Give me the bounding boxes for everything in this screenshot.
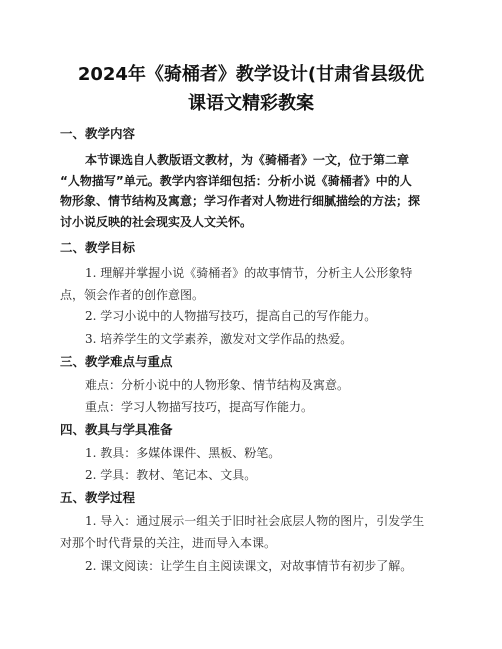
document-title-line-1: 2024年《骑桶者》教学设计(甘肃省县级优 xyxy=(77,64,425,85)
list-item: 重点：学习人物描写技巧，提高写作能力。 xyxy=(85,400,314,414)
section-heading-difficulties-focus: 三、教学难点与重点 xyxy=(60,354,173,369)
section-heading-teaching-aids: 四、教具与学具准备 xyxy=(60,422,173,437)
list-item-continuation: 点，领会作者的创作意图。 xyxy=(60,288,205,302)
list-item: 2. 课文阅读：让学生自主阅读课文，对故事情节有初步了解。 xyxy=(85,559,413,573)
paragraph-line: 物形象、情节结构及寓意；学习作者对人物进行细腻描绘的方法；探 xyxy=(60,194,421,208)
list-item: 1. 导入：通过展示一组关于旧时社会底层人物的图片，引发学生 xyxy=(85,514,425,528)
paragraph-line: “人物描写”单元。教学内容详细包括：分析小说《骑桶者》中的人 xyxy=(60,174,412,188)
list-item: 2. 学习小说中的人物描写技巧，提高自己的写作能力。 xyxy=(85,309,377,323)
document-title-line-2: 课语文精彩教案 xyxy=(188,93,314,114)
section-heading-teaching-content: 一、教学内容 xyxy=(60,126,136,141)
paragraph-line: 本节课选自人教版语文教材，为《骑桶者》一文，位于第二章 xyxy=(85,153,410,167)
paragraph-line: 讨小说反映的社会现实及人文关怀。 xyxy=(60,215,253,229)
list-item: 1. 理解并掌握小说《骑桶者》的故事情节，分析主人公形象特 xyxy=(85,266,413,280)
list-item: 1. 教具：多媒体课件、黑板、粉笔。 xyxy=(85,446,281,460)
list-item: 难点：分析小说中的人物形象、情节结构及寓意。 xyxy=(85,378,350,392)
section-heading-teaching-process: 五、教学过程 xyxy=(60,490,136,505)
list-item-continuation: 对那个时代背景的关注，进而导入本课。 xyxy=(60,536,277,550)
section-heading-teaching-goals: 二、教学目标 xyxy=(60,240,136,255)
list-item: 2. 学具：教材、笔记本、文具。 xyxy=(85,468,257,482)
list-item: 3. 培养学生的文学素养，激发对文学作品的热爱。 xyxy=(85,332,353,346)
